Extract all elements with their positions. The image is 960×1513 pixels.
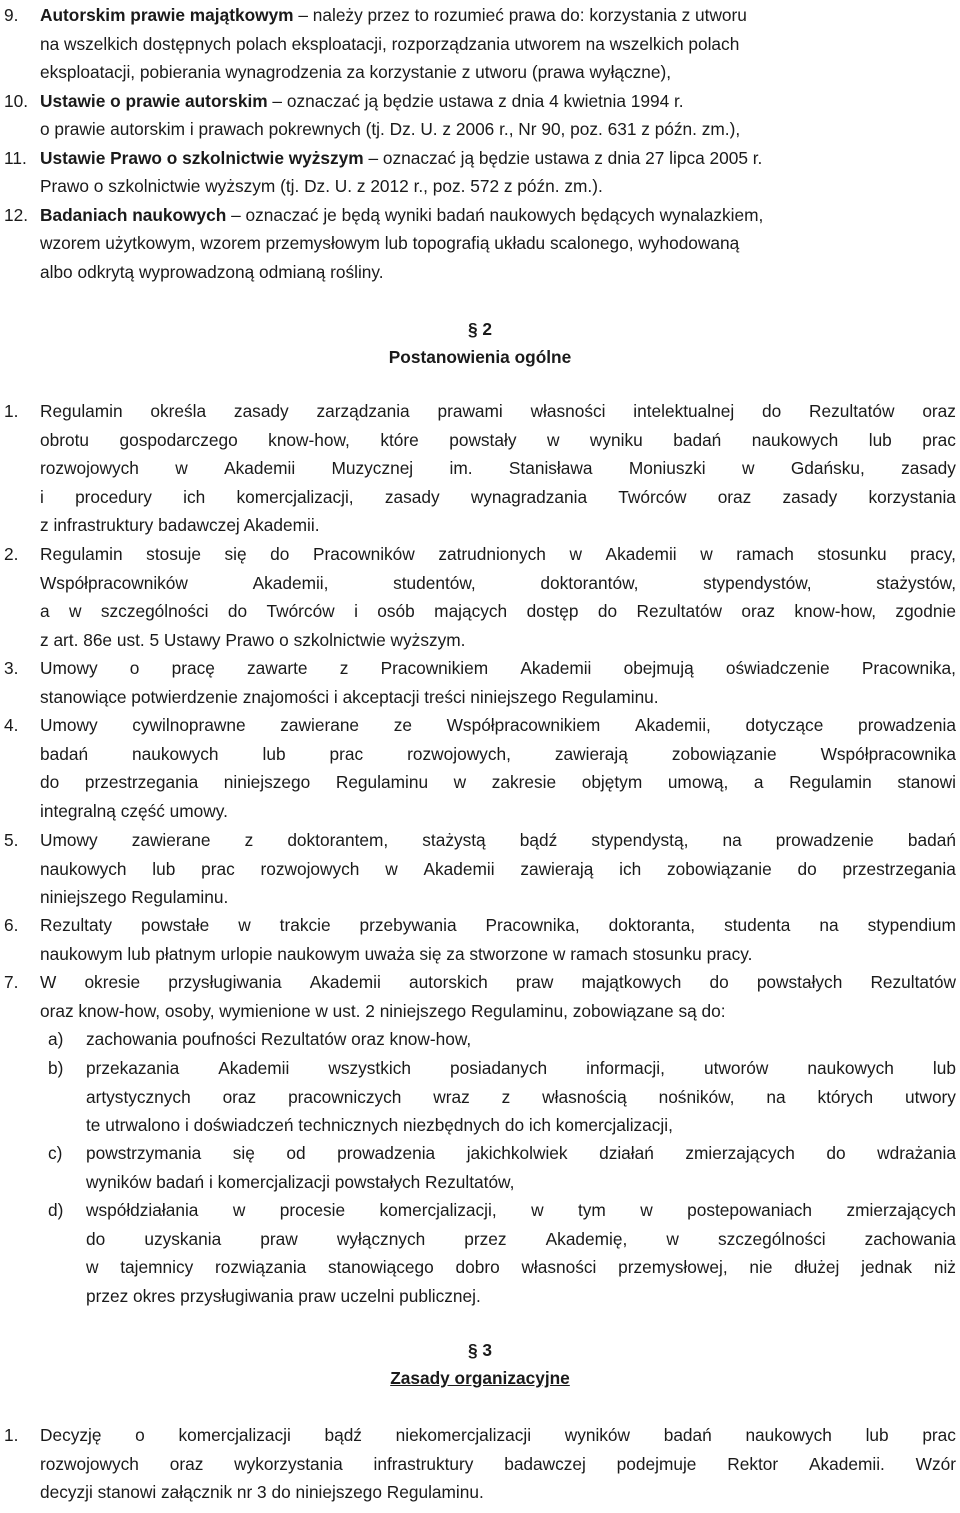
section-title: Zasady organizacyjne	[390, 1368, 570, 1388]
paragraph-line: zachowania poufności Rezultatów oraz know-how,	[86, 1029, 472, 1049]
paragraph-line: naukowym lub płatnym urlopie naukowym uważa się za stworzone w ramach stosunku pracy.	[40, 943, 753, 964]
paragraph-line: przez okres przysługiwania praw uczelni publicznej.	[86, 1285, 481, 1306]
paragraph-line: wyników badań i komercjalizacji powstałych Rezultatów,	[86, 1171, 515, 1192]
paragraph-line: współdziałania w procesie komercjalizacji, w tym w postepowaniach zmierzających	[86, 1200, 956, 1220]
paragraph-line: w tajemnicy rozwiązania stanowiącego dobro własności przemysłowej, nie dłużej jednak niż	[86, 1257, 956, 1278]
item-number: 3.	[4, 658, 19, 678]
item-number: 1.	[4, 1425, 19, 1445]
item-number: 6.	[4, 915, 19, 935]
paragraph-line: Umowy o pracę zawarte z Pracownikiem Akademii obejmują oświadczenie Pracownika,	[40, 658, 956, 678]
item-number: d)	[48, 1200, 64, 1220]
definition-line: Prawo o szkolnictwie wyższym (tj. Dz. U. z 2012 r., poz. 572 z późn. zm.).	[40, 176, 603, 196]
definition-line: Ustawie Prawo o szkolnictwie wyższym – oznaczać ją będzie ustawa z dnia 27 lipca 2005 r.	[40, 148, 763, 168]
paragraph-line: Umowy cywilnoprawne zawierane ze Współpracownikiem Akademii, dotyczące prowadzenia	[40, 715, 956, 735]
paragraph-line: a w szczególności do Twórców i osób mających dostęp do Rezultatów oraz know-how, zgodnie	[40, 601, 956, 622]
paragraph-line: do przestrzegania niniejszego Regulaminu w zakresie objętym umową, a Regulamin stanowi	[40, 772, 956, 793]
paragraph-line: niniejszego Regulaminu.	[40, 887, 229, 908]
paragraph-line: przekazania Akademii wszystkich posiadanych informacji, utworów naukowych lub	[86, 1058, 956, 1078]
paragraph-line: i procedury ich komercjalizacji, zasady wynagradzania Twórców oraz zasady korzystania	[40, 486, 956, 507]
definition-line: Ustawie o prawie autorskim – oznaczać ją będzie ustawa z dnia 4 kwietnia 1994 r.	[40, 91, 684, 111]
item-number: b)	[48, 1058, 64, 1078]
item-number: a)	[48, 1029, 64, 1049]
paragraph-line: decyzji stanowi załącznik nr 3 do niniejszego Regulaminu.	[40, 1482, 484, 1503]
paragraph-line: do uzyskania praw wyłącznych przez Akademię, w szczególności zachowania	[86, 1228, 956, 1249]
item-number: 4.	[4, 715, 19, 735]
section-mark: § 2	[467, 319, 493, 339]
paragraph-line: oraz know-how, osoby, wymienione w ust. 2 niniejszego Regulaminu, zobowiązane są do:	[40, 1000, 726, 1021]
paragraph-line: obrotu gospodarczego know-how, które powstały w wyniku badań naukowych lub prac	[40, 429, 956, 450]
paragraph-line: Umowy zawierane z doktorantem, stażystą bądź stypendystą, na prowadzenie badań	[40, 830, 956, 850]
section-mark: § 3	[467, 1340, 493, 1360]
paragraph-line: z infrastruktury badawczej Akademii.	[40, 515, 320, 536]
definition-line: Badaniach naukowych – oznaczać je będą wyniki badań naukowych będących wynalazkiem,	[40, 205, 764, 225]
paragraph-line: powstrzymania się od prowadzenia jakichkolwiek działań zmierzających do wdrażania	[86, 1143, 956, 1163]
definition-line: na wszelkich dostępnych polach eksploatacji, rozporządzania utworem na wszelkich polach	[40, 34, 740, 54]
paragraph-line: z art. 86e ust. 5 Ustawy Prawo o szkolnictwie wyższym.	[40, 629, 466, 650]
item-number: 1.	[4, 401, 19, 421]
paragraph-line: integralną część umowy.	[40, 800, 228, 821]
defined-term: Autorskim prawie majątkowym	[40, 5, 294, 25]
definition-line: albo odkrytą wyprowadzoną odmianą rośliny.	[40, 262, 384, 282]
paragraph-line: Regulamin określa zasady zarządzania prawami własności intelektualnej do Rezultatów oraz	[40, 401, 956, 421]
defined-term: Badaniach naukowych	[40, 205, 227, 225]
defined-term: Ustawie o prawie autorskim	[40, 91, 268, 111]
definition-number: 12.	[4, 205, 29, 225]
paragraph-line: Współpracowników Akademii, studentów, doktorantów, stypendystów, stażystów,	[40, 572, 956, 593]
paragraph-line: te utrwalono i doświadczeń technicznych niezbędnych do ich komercjalizacji,	[86, 1115, 673, 1136]
section-title: Postanowienia ogólne	[388, 347, 572, 367]
item-number: 5.	[4, 830, 19, 850]
defined-term: Ustawie Prawo o szkolnictwie wyższym	[40, 148, 364, 168]
paragraph-line: badań naukowych lub prac rozwojowych, zawierają zobowiązanie Współpracownika	[40, 743, 956, 764]
paragraph-line: naukowych lub prac rozwojowych w Akademii zawierają ich zobowiązanie do przestrzegania	[40, 858, 956, 879]
paragraph-line: Regulamin stosuje się do Pracowników zatrudnionych w Akademii w ramach stosunku pracy,	[40, 544, 956, 564]
item-number: 7.	[4, 972, 19, 992]
paragraph-line: stanowiące potwierdzenie znajomości i akceptacji treści niniejszego Regulaminu.	[40, 686, 659, 707]
definition-number: 10.	[4, 91, 29, 111]
paragraph-line: Decyzję o komercjalizacji bądź niekomercjalizacji wyników badań naukowych lub prac	[40, 1425, 956, 1445]
paragraph-line: artystycznych oraz pracowniczych wraz z własnością nośników, na których utwory	[86, 1086, 956, 1107]
paragraph-line: W okresie przysługiwania Akademii autorskich praw majątkowych do powstałych Rezultatów	[40, 972, 956, 992]
item-number: c)	[48, 1143, 63, 1163]
definition-line: eksploatacji, pobierania wynagrodzenia za korzystanie z utworu (prawa wyłączne),	[40, 62, 672, 82]
definition-line: wzorem użytkowym, wzorem przemysłowym lub topografią układu scalonego, wyhodowaną	[40, 233, 740, 253]
definition-number: 9.	[4, 5, 19, 25]
definition-line: Autorskim prawie majątkowym – należy przez to rozumieć prawa do: korzystania z utworu	[40, 5, 747, 25]
paragraph-line: rozwojowych w Akademii Muzycznej im. Stanisława Moniuszki w Gdańsku, zasady	[40, 458, 956, 479]
definition-line: o prawie autorskim i prawach pokrewnych (tj. Dz. U. z 2006 r., Nr 90, poz. 631 z późn. zm.),	[40, 119, 741, 139]
paragraph-line: rozwojowych oraz wykorzystania infrastruktury badawczej podejmuje Rektor Akademii. Wzór	[40, 1453, 956, 1474]
item-number: 2.	[4, 544, 19, 564]
definition-number: 11.	[4, 148, 27, 168]
paragraph-line: Rezultaty powstałe w trakcie przebywania Pracownika, doktoranta, studenta na stypendium	[40, 915, 956, 935]
